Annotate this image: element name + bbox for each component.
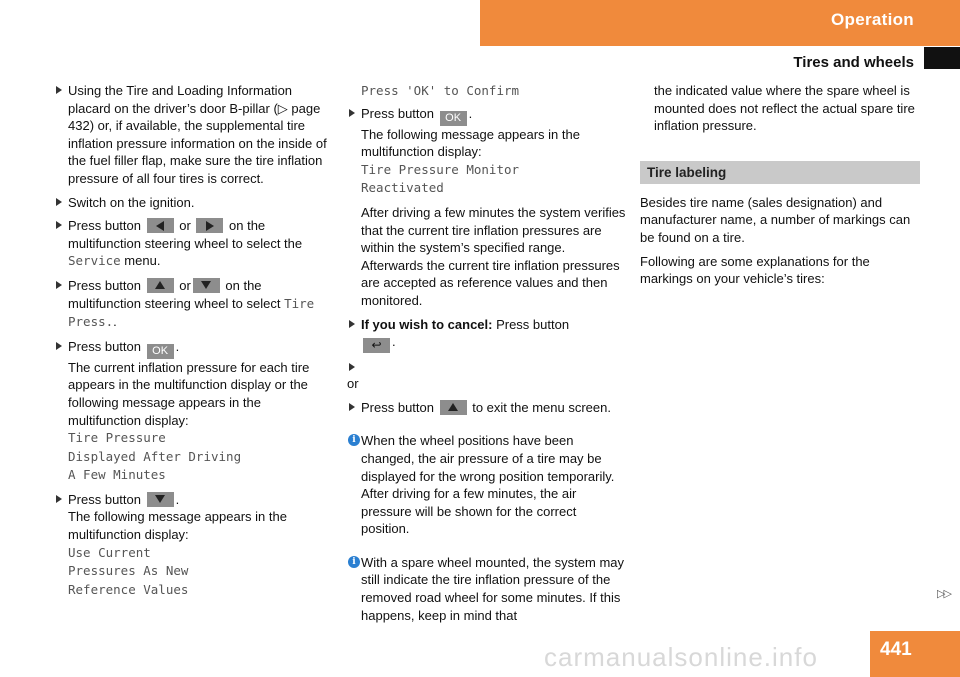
step-press-ok-confirm <box>347 105 627 310</box>
watermark: carmanualsonline.info <box>544 642 818 672</box>
step-text: Press button <box>68 491 145 507</box>
step-check-tire-pressure <box>54 82 334 188</box>
step-arrow-icon <box>349 403 355 411</box>
tire-labeling-heading: Tire labeling <box>640 161 920 184</box>
page-number: 441 <box>880 639 912 660</box>
step-text: Press button <box>361 105 438 121</box>
step-empty <box>347 359 627 373</box>
next-page-arrows-icon: ▷▷ <box>937 588 950 600</box>
down-button-icon <box>147 492 174 507</box>
display-message-line: Press 'OK' to Confirm <box>361 83 520 98</box>
step-description: The following message appears in the multifunction display: <box>361 126 580 160</box>
step-text: . <box>392 334 396 350</box>
right-button-icon <box>196 218 223 233</box>
display-message-line: Displayed After Driving <box>68 448 242 464</box>
step-text: menu. <box>120 253 161 269</box>
display-message-confirm <box>347 82 627 101</box>
display-message-line: Use Current <box>68 544 151 560</box>
column-right <box>640 82 920 294</box>
step-text: Switch on the ignition. <box>68 194 195 210</box>
left-button-icon <box>147 218 174 233</box>
step-paragraph: After driving a few minutes the system verifies that the current tire inflation pressures are within the system’s specified range. Afterwards the current tire inflation pressures are accepted as reference values and then monitored. <box>361 204 626 308</box>
step-exit-menu <box>347 399 627 417</box>
step-text: Using the Tire and Loading Information placard on the driver’s door B-pillar ( <box>68 83 293 116</box>
info-note-spare-wheel <box>347 554 627 624</box>
subsection-title: Tires and wheels <box>793 54 914 71</box>
up-button-icon <box>147 278 174 293</box>
page-reference-arrow-icon: ▷ <box>277 100 288 116</box>
step-arrow-icon <box>56 495 62 503</box>
step-text: Press button <box>68 338 145 354</box>
info-continued-text: the indicated value where the spare wheel is mounted does not reflect the actual spare tire inflation pressure. <box>654 83 915 134</box>
step-text: on the multifunction steering wheel to select the <box>68 218 303 251</box>
step-cancel <box>347 316 627 354</box>
back-button-icon <box>363 338 390 353</box>
tire-labeling-paragraph: Following are some explanations for the markings on your vehicle’s tires: <box>640 253 870 287</box>
display-text-service: Service <box>68 253 121 269</box>
column-middle <box>347 82 627 634</box>
ok-button-label: OK <box>152 344 169 357</box>
info-note-wheel-positions <box>347 432 627 538</box>
info-text: With a spare wheel mounted, the system may still indicate the tire inflation pressure of the removed road wheel for some minutes. If this happens, keep in mind that <box>361 554 625 623</box>
display-message-line: Tire Pressure <box>68 430 166 446</box>
step-select-tire-press <box>54 277 334 332</box>
section-title: Operation <box>831 10 914 29</box>
step-description: The current inflation pressure for each tire appears in the multifunction display or the following message appears in the multifunction display: <box>68 359 310 428</box>
step-text: . <box>468 105 473 121</box>
step-arrow-icon <box>349 363 355 371</box>
step-arrow-icon <box>56 281 62 289</box>
step-text: Press button <box>68 218 145 234</box>
display-message-line: Reference Values <box>68 581 189 597</box>
step-arrow-icon <box>56 221 62 229</box>
ok-button-label: OK <box>445 111 462 124</box>
step-arrow-icon <box>349 109 355 117</box>
info-icon: i <box>348 434 360 446</box>
display-message-line: A Few Minutes <box>68 467 166 483</box>
info-icon: i <box>348 556 360 568</box>
step-press-down <box>54 491 334 600</box>
cancel-heading: If you wish to cancel: <box>361 316 493 332</box>
tire-labeling-paragraph: Besides tire name (sales designation) and manufacturer name, a number of markings can be found on a tire. <box>640 194 911 245</box>
step-text: on the multifunction steering wheel to select <box>68 277 285 311</box>
or-separator: or <box>347 376 359 392</box>
step-arrow-icon <box>56 342 62 350</box>
step-text: Press button <box>361 399 438 415</box>
step-text: to exit the menu screen. <box>468 399 611 415</box>
display-message-line: Reactivated <box>361 180 444 196</box>
step-arrow-icon <box>56 198 62 206</box>
step-text: Press button <box>492 316 570 332</box>
step-ignition <box>54 194 334 212</box>
display-text-tire-press: Tire Press. <box>68 295 315 330</box>
step-press-ok <box>54 338 334 485</box>
step-text: . <box>113 314 117 330</box>
ok-button-icon <box>440 111 467 126</box>
step-select-service-menu <box>54 217 334 271</box>
step-text: . <box>175 338 180 354</box>
back-glyph: ↩ <box>371 338 382 353</box>
step-text: . <box>175 491 180 507</box>
column-left <box>54 82 334 605</box>
info-text: When the wheel positions have been changed, the air pressure of a tire may be displayed for the wrong position temporarily. After driving for a few minutes, the air pressure will be shown for the correct position. <box>361 433 615 537</box>
corner-block <box>924 47 960 69</box>
display-message-line: Tire Pressure Monitor <box>361 161 520 177</box>
ok-button-icon <box>147 344 174 359</box>
step-text-cont: page 432) or, if available, the supplemental tire inflation pressure information on the inside of the fuel filler flap, make sure the tire inflation pressure of all four tires is correct. <box>68 100 327 186</box>
step-arrow-icon <box>349 320 355 328</box>
step-arrow-icon <box>56 86 62 94</box>
or-text: or <box>175 277 191 293</box>
display-message-line: Pressures As New <box>68 563 189 579</box>
step-text: Press button <box>68 277 145 293</box>
down-button-icon <box>193 278 220 293</box>
step-description: The following message appears in the multifunction display: <box>68 509 287 543</box>
up-button-icon <box>440 400 467 415</box>
or-text: or <box>175 218 195 234</box>
